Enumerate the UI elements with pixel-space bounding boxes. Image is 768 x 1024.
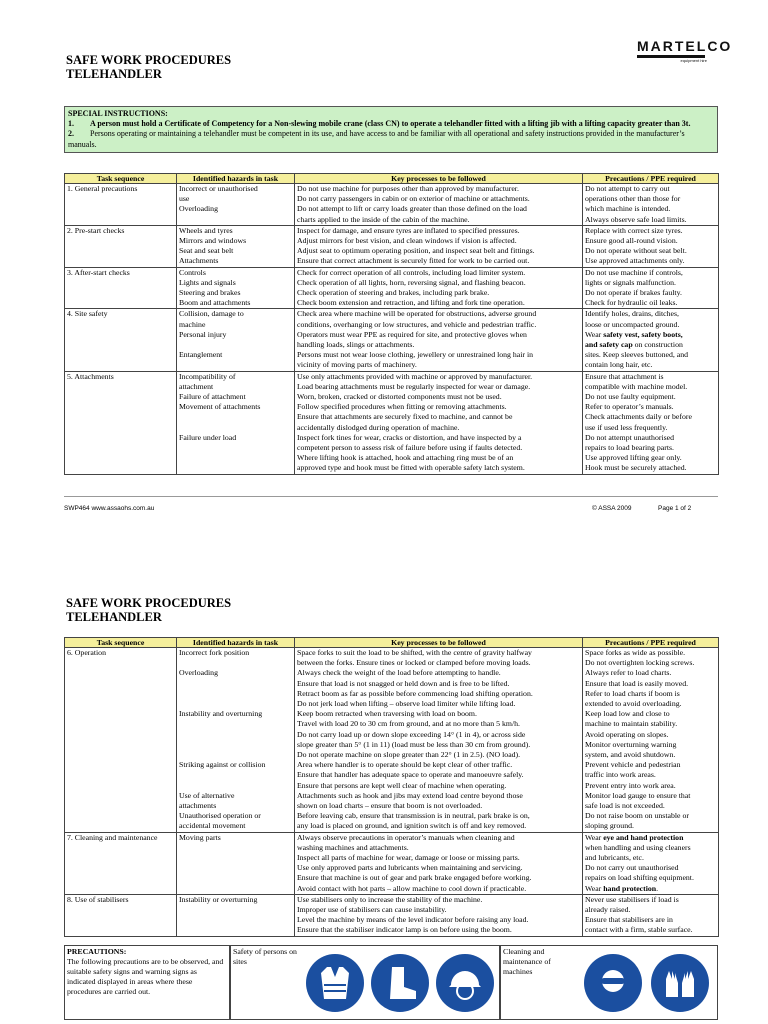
hazard-cell-line [179, 340, 292, 350]
process-cell-line: Improper use of stabilisers can cause instability. [297, 905, 447, 915]
precaution-cell-line: Wear eye and hand protection [585, 832, 684, 842]
precaution-cell-line: Do not attempt to carry out [585, 184, 670, 193]
process-cell-line: Do not carry load up or down slope exceeding 14° (1 in 4), or across side [297, 729, 526, 739]
process-cell [295, 832, 583, 894]
process-cell-line: Check boom extension and retraction, and lifting and fork tine operation. [297, 298, 525, 308]
table-row [65, 371, 719, 474]
safety-vest-icon [306, 954, 364, 1012]
process-cell [295, 225, 583, 267]
task-cell-text: 1. General precautions [67, 184, 138, 193]
company-logo [637, 38, 733, 63]
precaution-cell-line: Keep load low and close to [585, 709, 670, 719]
process-cell-line: Do not use machine for purposes other than approved by manufacturer. [297, 184, 519, 193]
process-cell-line: Check area where machine will be operated for obstructions, adverse ground [297, 309, 537, 319]
task-cell [65, 894, 177, 936]
process-cell-line: Do not jerk load when lifting – observe load limiter while lifting load. [297, 699, 516, 709]
hazard-cell-line: Movement of attachments [179, 402, 261, 412]
process-cell-line: Before leaving cab, ensure that transmission is in neutral, park brake is on, [297, 811, 530, 821]
process-cell-line: Retract boom as far as possible before commencing load shifting operation. [297, 688, 533, 698]
page-footer [64, 496, 718, 512]
task-cell-text: 2. Pre-start checks [67, 225, 125, 235]
process-cell-line: Do not attempt to lift or carry loads greater than those defined on the load [297, 204, 527, 214]
process-cell-line: handling loads, slings or attachments. [297, 340, 415, 350]
procedures-table-1 [64, 173, 719, 475]
precaution-cell-line: machine to maintain stability. [585, 719, 678, 729]
process-cell-line: Inspect for damage, and ensure tyres are inflated to specified pressures. [297, 225, 520, 235]
process-cell [295, 648, 583, 833]
precaution-cell-line: Use approved lifting gear only. [585, 453, 682, 463]
site-safety-cell [230, 945, 500, 1020]
hazard-cell-line: Unauthorised operation or [179, 811, 261, 821]
process-cell-line: Do not carry passengers in cabin or on exterior of machine or attachments. [297, 194, 530, 204]
hazard-cell-line [179, 770, 292, 780]
hazard-cell-line [179, 730, 292, 740]
hazard-cell-line [179, 689, 292, 699]
process-cell [295, 309, 583, 371]
hazard-cell-line: Use of alternative [179, 790, 235, 800]
process-cell-line: Space forks to suit the load to be shifted, with the centre of gravity halfway [297, 648, 532, 657]
task-cell-text: 5. Attachments [67, 371, 114, 381]
precaution-cell-line: operations other than those for [585, 194, 681, 204]
hazard-cell-line: Wheels and tyres [179, 225, 233, 235]
special-instructions [64, 106, 718, 153]
hazard-cell [177, 371, 295, 474]
hazard-cell-line: Boom and attachments [179, 298, 251, 308]
precaution-cell [583, 225, 719, 267]
process-cell-line: Always observe precautions in operator’s manuals when cleaning and [297, 832, 515, 842]
precautions-text: The following precautions are to be observed, and suitable safety signs and warning signs as indicated displayed in areas where these procedures are carried out. [67, 957, 224, 996]
precaution-cell-line: use if used less frequently. [585, 422, 668, 432]
hazard-cell-line: Failure under load [179, 432, 237, 442]
hazard-cell-line: Overloading [179, 204, 218, 214]
hazard-cell-line [179, 658, 292, 668]
process-cell [295, 894, 583, 936]
process-cell-line: conditions, overhanging or low structures, and vehicle and pedestrian traffic. [297, 319, 537, 329]
process-cell-line: Attachments such as hook and jibs may extend load centre beyond those [297, 790, 523, 800]
process-cell-line: Travel with load 20 to 30 cm from ground, and at no more than 5 km/h. [297, 719, 520, 729]
process-cell-line: Ensure that the stabiliser indicator lamp is on before using the boom. [297, 925, 512, 935]
eye-protection-icon [584, 954, 642, 1012]
precaution-cell-line: sloping ground. [585, 821, 634, 831]
precaution-cell-line: Always observe safe load limits. [585, 214, 687, 224]
precaution-cell-line: extended to avoid overloading. [585, 699, 682, 709]
precaution-cell-line: Never use stabilisers if load is [585, 894, 679, 904]
page-title [66, 53, 231, 81]
process-cell-line: Load bearing attachments must be regularly inspected for wear or damage. [297, 381, 531, 391]
precaution-cell-line: Wear safety vest, safety boots, [585, 329, 683, 339]
precaution-cell-line: Check attachments daily or before [585, 412, 692, 422]
header-precautions: Precautions / PPE required [583, 638, 719, 648]
precaution-cell-line: Monitor overturning warning [585, 739, 677, 749]
hazard-cell-line: Moving parts [179, 832, 221, 842]
precaution-cell-line: when handling and using cleaners [585, 842, 691, 852]
process-cell-line: Ensure that attachments are securely fixed to machine, and cannot be [297, 412, 513, 422]
process-cell-line: washing machines and attachments. [297, 842, 409, 852]
hazard-cell-line: Collision, damage to [179, 309, 244, 319]
hazard-cell-line: Steering and brakes [179, 288, 241, 298]
process-cell-line: Follow specified procedures when fitting or removing attachments. [297, 402, 507, 412]
precaution-cell-line: Refer to operator’s manuals. [585, 402, 674, 412]
process-cell-line: Use stabilisers only to increase the stability of the machine. [297, 894, 483, 904]
hazard-cell [177, 184, 295, 226]
title-line-2: TELEHANDLER [66, 610, 162, 624]
hazard-cell-line: Controls [179, 267, 206, 277]
hazard-cell-line: Incorrect or unauthorised [179, 184, 258, 193]
hazard-cell-line: Attachments [179, 256, 219, 266]
header-hazards: Identified hazards in task [177, 174, 295, 184]
task-cell [65, 832, 177, 894]
hazard-cell-line [179, 699, 292, 709]
precaution-cell-line: system, and avoid shutdown. [585, 750, 676, 760]
hard-hat-icon [436, 954, 494, 1012]
header-task-sequence: Task sequence [65, 638, 177, 648]
precaution-cell-line: Do not raise boom on unstable or [585, 811, 689, 821]
task-cell [65, 648, 177, 833]
logo-subtext: equipment hire [680, 58, 707, 63]
process-cell-line: any load is placed on ground, and ignition switch is off and key removed. [297, 821, 527, 831]
hazard-cell-line [179, 781, 292, 791]
site-safety-label: Safety of persons on sites [233, 947, 297, 966]
special-item-2: Persons operating or maintaining a telehandler must be competent in its use, and have access to and be familiar with all operational and safety instructions provided in the manufacturer’s manuals. [68, 129, 685, 149]
title-line-2: TELEHANDLER [66, 67, 162, 81]
task-cell-text: 3. After-start checks [67, 267, 130, 277]
hazard-cell-line: accidental movement [179, 821, 246, 831]
table-row [65, 267, 719, 309]
process-cell-line: between the forks. Ensure tines or locked or clamped before moving loads. [297, 658, 531, 668]
process-cell-line: approved type and hook must be fitted with operable safety latch system. [297, 463, 525, 473]
task-cell-text: 7. Cleaning and maintenance [67, 832, 158, 842]
hazard-cell-line: Mirrors and windows [179, 236, 247, 246]
precaution-cell-line: Space forks as wide as possible. [585, 648, 686, 657]
hazard-cell-line: Lights and signals [179, 277, 236, 287]
process-cell-line: Check operation of all lights, horn, reversing signal, and flashing beacon. [297, 277, 526, 287]
precaution-cell [583, 371, 719, 474]
hazard-cell-line: Entanglement [179, 350, 223, 360]
process-cell [295, 184, 583, 226]
hazard-cell-line: Instability and overturning [179, 709, 263, 719]
process-cell-line: Where lifting hook is attached, hook and attaching ring must be of an [297, 453, 514, 463]
hazard-cell-line: Incorrect fork position [179, 648, 250, 657]
precaution-cell-line: Do not operate if brakes faulty. [585, 288, 682, 298]
hazard-cell [177, 832, 295, 894]
precaution-cell-line: and safety cap on construction [585, 340, 683, 350]
process-cell-line: Inspect fork tines for wear, cracks or distortion, and have inspected by a [297, 432, 522, 442]
precaution-cell-line: lights or signals malfunction. [585, 277, 676, 287]
hazard-cell [177, 225, 295, 267]
special-item-1: A person must hold a Certificate of Competency for a Non-slewing mobile crane (class CN) to operate a telehandler fitted with a lifting jib with a lifting capacity greater than 3t. [90, 119, 691, 129]
hazard-cell [177, 309, 295, 371]
hazard-cell-line: machine [179, 319, 206, 329]
hazard-cell-line: Overloading [179, 668, 218, 678]
process-cell-line: Adjust seat to optimum operating position, and inspect seat belt and fittings. [297, 246, 535, 256]
process-cell-line: Adjust mirrors for best vision, and clean windows if vision is affected. [297, 236, 517, 246]
hazard-cell-line: Striking against or collision [179, 760, 266, 770]
precaution-cell-line: Check for hydraulic oil leaks. [585, 298, 678, 308]
process-cell-line: Avoid contact with hot parts – allow machine to cool down if practicable. [297, 883, 527, 893]
task-cell-text: 8. Use of stabilisers [67, 894, 129, 904]
hazard-cell-line [179, 740, 292, 750]
hazard-cell-line [179, 412, 292, 422]
process-cell-line: Always check the weight of the load before attempting to handle. [297, 668, 501, 678]
table-row [65, 648, 719, 833]
precaution-cell-line: which machine is intended. [585, 204, 671, 214]
hazard-cell-line [179, 719, 292, 729]
process-cell-line: Operators must wear PPE as required for site, and protective gloves when [297, 329, 527, 339]
item2-number: 2. [68, 129, 74, 139]
precaution-cell-line: Ensure that attachment is [585, 371, 664, 381]
precaution-cell-line: safe load is not exceeded. [585, 801, 665, 811]
process-cell-line: Level the machine by means of the level indicator before raising any load. [297, 915, 529, 925]
precaution-cell-line: Do not carry out unauthorised [585, 863, 679, 873]
process-cell-line: Check for correct operation of all controls, including load limiter system. [297, 267, 526, 277]
precaution-cell-line: Do not use machine if controls, [585, 267, 683, 277]
hazard-cell-line: Incompatibility of [179, 371, 236, 381]
task-cell [65, 184, 177, 226]
hazard-cell [177, 894, 295, 936]
precaution-cell-line: Do not operate without seat belt. [585, 246, 687, 256]
process-cell-line: competent person to assess risk of failure before using if faults detected. [297, 443, 523, 453]
table-row [65, 184, 719, 226]
header-task-sequence: Task sequence [65, 174, 177, 184]
hazard-cell-line: Seat and seat belt [179, 246, 234, 256]
precaution-cell-line: and lubricants, etc. [585, 853, 644, 863]
precaution-cell-line: contact with a firm, stable surface. [585, 925, 693, 935]
process-cell-line: Worn, broken, cracked or distorted components must not be used. [297, 392, 502, 402]
process-cell-line: Do not operate machine on slope greater than 22° (1 in 2.5). (NO load). [297, 750, 521, 760]
hazard-cell-line [179, 679, 292, 689]
precaution-cell-line: Avoid operating on slopes. [585, 729, 669, 739]
footer-copyright: © ASSA 2009 [592, 505, 632, 512]
precaution-cell-line: Hook must be securely attached. [585, 463, 687, 473]
process-cell-line: Check operation of steering and brakes, including park brake. [297, 288, 490, 298]
process-cell-line: Ensure that persons are kept well clear of machine when operating. [297, 780, 507, 790]
process-cell-line: Area where handler is to operate should be kept clear of other traffic. [297, 760, 513, 770]
hazard-cell-line: Failure of attachment [179, 392, 246, 402]
precaution-cell [583, 832, 719, 894]
header-hazards: Identified hazards in task [177, 638, 295, 648]
hazard-cell-line: attachments [179, 800, 217, 810]
precaution-cell-line: Refer to load charts if boom is [585, 688, 680, 698]
precaution-cell-line: contain long hair, etc. [585, 360, 653, 370]
table-row [65, 309, 719, 371]
process-cell-line: Ensure that load is not snagged or held down and is free to be lifted. [297, 678, 510, 688]
precaution-cell-line: Always refer to load charts. [585, 668, 672, 678]
header-precautions: Precautions / PPE required [583, 174, 719, 184]
header-key-processes: Key processes to be followed [295, 174, 583, 184]
precaution-cell-line: Prevent vehicle and pedestrian [585, 760, 681, 770]
process-cell-line: Ensure that correct attachment is securely fitted for work to be carried out. [297, 256, 530, 266]
precautions-heading: PRECAUTIONS: [67, 947, 127, 956]
process-cell-line: Ensure that machine is out of gear and park brake engaged before working. [297, 873, 532, 883]
item1-number: 1. [68, 119, 74, 129]
precaution-cell [583, 648, 719, 833]
precaution-cell-line: compatible with machine model. [585, 381, 688, 391]
precaution-cell-line: Prevent entry into work area. [585, 780, 676, 790]
precaution-cell-line: Use approved attachments only. [585, 256, 685, 266]
hazard-cell-line: attachment [179, 381, 214, 391]
hazard-cell [177, 267, 295, 309]
task-cell [65, 371, 177, 474]
hazard-cell [177, 648, 295, 833]
precaution-cell-line: Monitor load gauge to ensure that [585, 790, 691, 800]
special-heading: SPECIAL INSTRUCTIONS: [68, 109, 168, 118]
process-cell-line: slope greater than 5° (1 in 11) (load must be less than 30 cm from ground). [297, 739, 531, 749]
precaution-cell-line: Wear hand protection. [585, 883, 659, 893]
task-cell-text: 4. Site safety [67, 309, 108, 319]
process-cell-line: accidentally dislodged during operation of machine. [297, 422, 460, 432]
table-row [65, 225, 719, 267]
precaution-cell-line: Do not attempt unauthorised [585, 432, 674, 442]
process-cell-line: Use only approved parts and lubricants when maintaining and servicing. [297, 863, 523, 873]
hazard-cell-line: Personal injury [179, 329, 227, 339]
precaution-cell-line: Do not use faulty equipment. [585, 392, 676, 402]
task-cell [65, 225, 177, 267]
precaution-cell-line: Ensure that load is easily moved. [585, 678, 689, 688]
precaution-cell-line: Identify holes, drains, ditches, [585, 309, 679, 319]
title-line-1: SAFE WORK PROCEDURES [66, 596, 232, 610]
task-cell [65, 309, 177, 371]
precaution-cell-line: repairs on load shifting equipment. [585, 873, 694, 883]
process-cell [295, 371, 583, 474]
precautions-box [64, 945, 718, 1020]
precaution-cell [583, 184, 719, 226]
precaution-cell-line: Do not overtighten locking screws. [585, 658, 695, 668]
precaution-cell-line: Replace with correct size tyres. [585, 225, 683, 235]
cleaning-label: Cleaning and maintenance of machines [503, 947, 551, 976]
header-key-processes: Key processes to be followed [295, 638, 583, 648]
hazard-cell-line [179, 423, 292, 433]
footer-left: SWP464 www.assaohs.com.au [64, 505, 155, 512]
safety-boots-icon [371, 954, 429, 1012]
process-cell-line: Inspect all parts of machine for wear, damage or loose or missing parts. [297, 853, 520, 863]
process-cell [295, 267, 583, 309]
precaution-cell-line: Ensure good all-round vision. [585, 236, 678, 246]
precaution-cell-line: repairs to load bearing parts. [585, 443, 674, 453]
process-cell-line: shown on load charts – ensure that boom is not overloaded. [297, 801, 483, 811]
cleaning-cell [500, 945, 718, 1020]
footer-page-number: Page 1 of 2 [658, 505, 692, 512]
process-cell-line: Keep boom retracted when traversing with load on boom. [297, 709, 477, 719]
precautions-text-cell [64, 945, 230, 1020]
precaution-cell-line: loose or uncompacted ground. [585, 319, 680, 329]
title-line-1: SAFE WORK PROCEDURES [66, 53, 232, 67]
gloves-icon [651, 954, 709, 1012]
process-cell-line: vicinity of moving parts of machinery. [297, 360, 417, 370]
precaution-cell [583, 894, 719, 936]
precaution-cell-line: Ensure that stabilisers are in [585, 915, 673, 925]
process-cell-line: Use only attachments provided with machine or approved by manufacturer. [297, 371, 533, 381]
table-row [65, 832, 719, 894]
page2-title [66, 596, 231, 624]
precaution-cell [583, 267, 719, 309]
hazard-cell-line: use [179, 194, 190, 204]
precaution-cell-line: sites. Keep sleeves buttoned, and [585, 350, 689, 360]
task-cell [65, 267, 177, 309]
task-cell-text: 6. Operation [67, 648, 106, 657]
procedures-table-2 [64, 637, 719, 937]
process-cell-line: charts applied to the inside of the cabin of the machine. [297, 214, 470, 224]
process-cell-line: Ensure that handler has adequate space to operate and manoeuvre safely. [297, 770, 524, 780]
precaution-cell-line: traffic into work areas. [585, 770, 656, 780]
process-cell-line: Persons must not wear loose clothing, jewellery or unrestrained long hair in [297, 350, 534, 360]
logo-text: MARTELCO [637, 38, 733, 54]
table-row [65, 894, 719, 936]
precaution-cell [583, 309, 719, 371]
hazard-cell-line: Instability or overturning [179, 894, 258, 904]
hazard-cell-line [179, 750, 292, 760]
precaution-cell-line: already raised. [585, 905, 631, 915]
